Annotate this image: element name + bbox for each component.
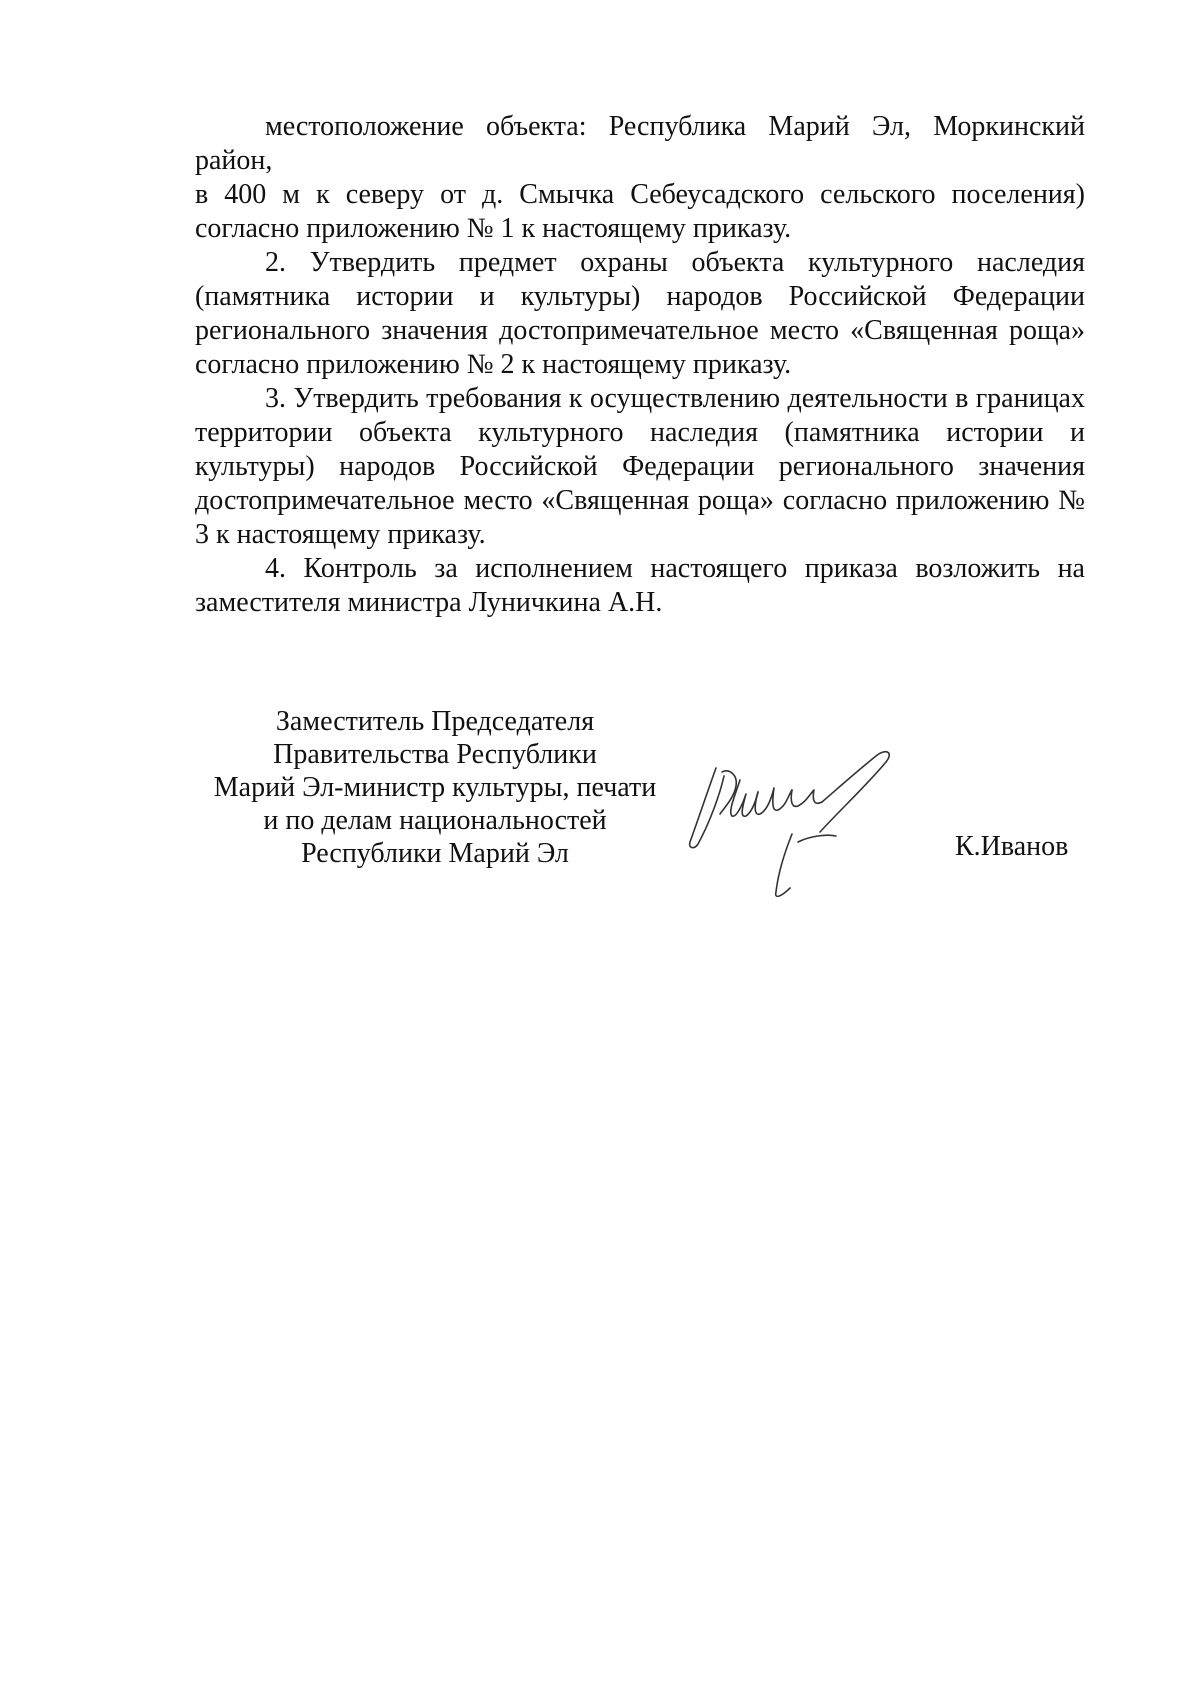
position-line: Заместитель Председателя [275, 706, 595, 737]
signatory-position [205, 705, 665, 870]
signer-name: К.Иванов [955, 831, 1069, 862]
paragraph-item-4: 4. Контроль за исполнением настоящего приказа возложить на заместителя министра Луничкина А.Н. [195, 553, 1085, 618]
paragraph-location: местоположение объекта: Республика Марий Эл, Моркинский район, [195, 111, 1085, 176]
handwritten-signature-icon [680, 750, 970, 920]
position-line: и по делам национальностей [263, 805, 607, 836]
position-line: Правительства Республики [273, 739, 597, 770]
position-line: Марий Эл-министр культуры, печати [213, 772, 657, 803]
paragraph-item-2: 2. Утвердить предмет охраны объекта культурного наследия (памятника истории и культуры) народов Российской Федерации регионального значения достопримечательное место «Священная роща» согласно приложению № 2 к настоящему приказу. [195, 247, 1085, 380]
paragraph-location-continued: в 400 м к северу от д. Смычка Себеусадского сельского поселения) согласно приложению № 1 к настоящему приказу. [195, 179, 1085, 244]
position-line: Республики Марий Эл [301, 838, 569, 869]
paragraph-item-3: 3. Утвердить требования к осуществлению деятельности в границах территории объекта культурного наследия (памятника истории и культуры) народов Российской Федерации регионального значения достопримечательное место «Священная роща» согласно приложению № 3 к настоящему приказу. [195, 383, 1085, 550]
document-body [195, 110, 1085, 620]
